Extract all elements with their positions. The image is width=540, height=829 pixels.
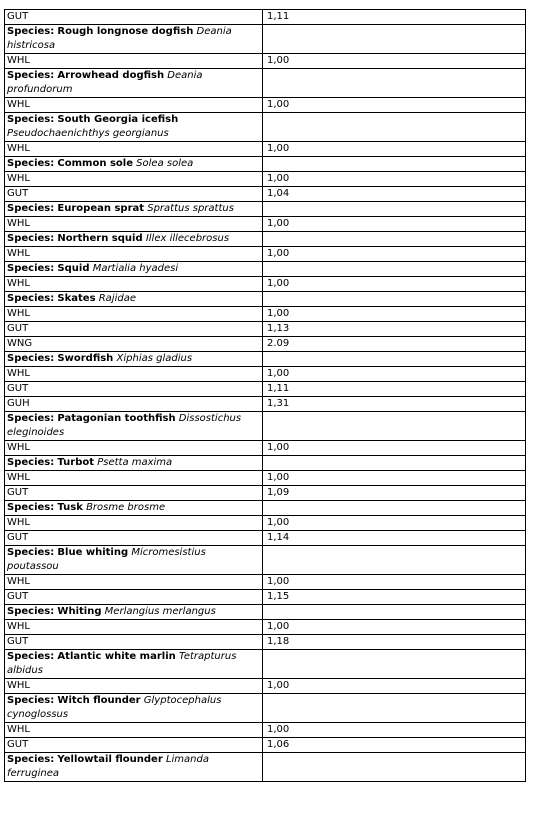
- table-row: [5, 247, 526, 262]
- species-common-name: Atlantic white marlin: [57, 651, 176, 662]
- species-cell: [5, 753, 263, 782]
- conversion-factor-cell: 1,00: [263, 277, 526, 292]
- species-label: Species:: [7, 114, 55, 125]
- species-label: Species:: [7, 263, 55, 274]
- presentation-code-cell: GUT: [5, 187, 263, 202]
- table-row: [5, 575, 526, 590]
- empty-cell: [263, 262, 526, 277]
- conversion-factor-cell: 2.09: [263, 337, 526, 352]
- empty-cell: [263, 292, 526, 307]
- species-common-name: Northern squid: [57, 233, 143, 244]
- species-label: Species:: [7, 233, 55, 244]
- conversion-factor-cell: 1,00: [263, 307, 526, 322]
- species-scientific-name: Micromesistius poutassou: [7, 547, 206, 572]
- presentation-code-cell: WNG: [5, 337, 263, 352]
- species-scientific-name: Martialia hyadesi: [92, 263, 179, 274]
- presentation-code-cell: GUT: [5, 590, 263, 605]
- presentation-code-cell: GUH: [5, 397, 263, 412]
- conversion-factor-cell: 1,11: [263, 382, 526, 397]
- conversion-factor-cell: 1,00: [263, 723, 526, 738]
- conversion-factor-cell: 1,00: [263, 217, 526, 232]
- presentation-code-cell: WHL: [5, 98, 263, 113]
- species-label: Species:: [7, 413, 55, 424]
- presentation-code-cell: WHL: [5, 620, 263, 635]
- species-label: Species:: [7, 457, 55, 468]
- species-label: Species:: [7, 695, 55, 706]
- species-cell: [5, 501, 263, 516]
- conversion-factor-cell: 1,11: [263, 10, 526, 25]
- species-label: Species:: [7, 606, 55, 617]
- table-row: [5, 441, 526, 456]
- species-scientific-name: Tetrapturus albidus: [7, 651, 237, 676]
- presentation-code-cell: WHL: [5, 247, 263, 262]
- presentation-code-cell: GUT: [5, 486, 263, 501]
- species-label: Species:: [7, 158, 55, 169]
- empty-cell: [263, 546, 526, 575]
- species-common-name: Yellowtail flounder: [57, 754, 163, 765]
- species-scientific-name: Dissostichus eleginoides: [7, 413, 242, 438]
- conversion-factor-cell: 1,00: [263, 575, 526, 590]
- conversion-factor-cell: 1,00: [263, 679, 526, 694]
- presentation-code-cell: WHL: [5, 575, 263, 590]
- table-row: [5, 723, 526, 738]
- species-row: [5, 546, 526, 575]
- presentation-code-cell: GUT: [5, 382, 263, 397]
- species-row: [5, 113, 526, 142]
- species-cell: [5, 605, 263, 620]
- species-row: [5, 202, 526, 217]
- species-common-name: South Georgia icefish: [57, 114, 179, 125]
- conversion-factor-cell: 1,00: [263, 142, 526, 157]
- presentation-code-cell: GUT: [5, 635, 263, 650]
- presentation-code-cell: WHL: [5, 54, 263, 69]
- species-label: Species:: [7, 293, 55, 304]
- conversion-factor-cell: 1,00: [263, 516, 526, 531]
- empty-cell: [263, 753, 526, 782]
- species-cell: [5, 412, 263, 441]
- species-cell: [5, 25, 263, 54]
- presentation-code-cell: WHL: [5, 441, 263, 456]
- empty-cell: [263, 412, 526, 441]
- table-row: [5, 620, 526, 635]
- species-common-name: Whiting: [57, 606, 102, 617]
- species-common-name: Tusk: [57, 502, 83, 513]
- empty-cell: [263, 157, 526, 172]
- table-row: [5, 471, 526, 486]
- species-cell: [5, 352, 263, 367]
- table-row: [5, 187, 526, 202]
- species-cell: [5, 262, 263, 277]
- presentation-code-cell: GUT: [5, 322, 263, 337]
- species-row: [5, 456, 526, 471]
- empty-cell: [263, 69, 526, 98]
- table-row: [5, 10, 526, 25]
- presentation-code-cell: WHL: [5, 471, 263, 486]
- species-label: Species:: [7, 502, 55, 513]
- conversion-factor-cell: 1,00: [263, 441, 526, 456]
- table-row: [5, 277, 526, 292]
- species-common-name: Squid: [57, 263, 90, 274]
- species-row: [5, 157, 526, 172]
- table-row: [5, 307, 526, 322]
- species-scientific-name: Merlangius merlangus: [104, 606, 216, 617]
- presentation-code-cell: GUT: [5, 10, 263, 25]
- conversion-factor-cell: 1,00: [263, 247, 526, 262]
- table-row: [5, 337, 526, 352]
- species-label: Species:: [7, 26, 55, 37]
- species-label: Species:: [7, 353, 55, 364]
- species-common-name: Common sole: [57, 158, 133, 169]
- conversion-factor-cell: 1,06: [263, 738, 526, 753]
- presentation-code-cell: WHL: [5, 723, 263, 738]
- species-label: Species:: [7, 203, 55, 214]
- table-row: [5, 54, 526, 69]
- conversion-factor-cell: 1,13: [263, 322, 526, 337]
- species-cell: [5, 292, 263, 307]
- species-label: Species:: [7, 70, 55, 81]
- conversion-factor-cell: 1,31: [263, 397, 526, 412]
- conversion-factor-cell: 1,00: [263, 367, 526, 382]
- conversion-factor-cell: 1,00: [263, 620, 526, 635]
- empty-cell: [263, 202, 526, 217]
- species-common-name: European sprat: [57, 203, 145, 214]
- table-row: [5, 142, 526, 157]
- conversion-factor-cell: 1,00: [263, 172, 526, 187]
- species-row: [5, 650, 526, 679]
- species-label: Species:: [7, 651, 55, 662]
- conversion-factor-cell: 1,14: [263, 531, 526, 546]
- species-row: [5, 501, 526, 516]
- presentation-code-cell: WHL: [5, 172, 263, 187]
- species-row: [5, 412, 526, 441]
- table-row: [5, 679, 526, 694]
- species-label: Species:: [7, 547, 55, 558]
- empty-cell: [263, 25, 526, 54]
- species-common-name: Blue whiting: [57, 547, 129, 558]
- table-row: [5, 738, 526, 753]
- conversion-factor-cell: 1,00: [263, 471, 526, 486]
- presentation-code-cell: WHL: [5, 217, 263, 232]
- species-scientific-name: Sprattus sprattus: [147, 203, 234, 214]
- table-row: [5, 98, 526, 113]
- conversion-factor-table: [4, 9, 526, 782]
- species-row: [5, 25, 526, 54]
- species-common-name: Swordfish: [57, 353, 114, 364]
- empty-cell: [263, 650, 526, 679]
- empty-cell: [263, 232, 526, 247]
- presentation-code-cell: WHL: [5, 679, 263, 694]
- species-cell: [5, 546, 263, 575]
- table-body: [5, 10, 526, 782]
- species-cell: [5, 694, 263, 723]
- species-label: Species:: [7, 754, 55, 765]
- species-scientific-name: Illex illecebrosus: [145, 233, 230, 244]
- conversion-factor-cell: 1,00: [263, 98, 526, 113]
- conversion-factor-cell: 1,00: [263, 54, 526, 69]
- table-row: [5, 382, 526, 397]
- presentation-code-cell: WHL: [5, 277, 263, 292]
- species-cell: [5, 202, 263, 217]
- presentation-code-cell: WHL: [5, 307, 263, 322]
- species-common-name: Patagonian toothfish: [57, 413, 176, 424]
- species-common-name: Witch flounder: [57, 695, 141, 706]
- species-cell: [5, 157, 263, 172]
- table-row: [5, 172, 526, 187]
- species-row: [5, 605, 526, 620]
- empty-cell: [263, 501, 526, 516]
- table-row: [5, 322, 526, 337]
- species-cell: [5, 113, 263, 142]
- species-common-name: Rough longnose dogfish: [57, 26, 194, 37]
- species-cell: [5, 232, 263, 247]
- conversion-factor-cell: 1,15: [263, 590, 526, 605]
- presentation-code-cell: WHL: [5, 142, 263, 157]
- species-cell: [5, 456, 263, 471]
- conversion-factor-cell: 1,09: [263, 486, 526, 501]
- empty-cell: [263, 352, 526, 367]
- species-row: [5, 753, 526, 782]
- species-row: [5, 69, 526, 98]
- table-row: [5, 486, 526, 501]
- presentation-code-cell: GUT: [5, 531, 263, 546]
- table-row: [5, 367, 526, 382]
- presentation-code-cell: GUT: [5, 738, 263, 753]
- conversion-factor-cell: 1,04: [263, 187, 526, 202]
- species-row: [5, 262, 526, 277]
- species-cell: [5, 69, 263, 98]
- table-row: [5, 590, 526, 605]
- presentation-code-cell: WHL: [5, 367, 263, 382]
- empty-cell: [263, 605, 526, 620]
- table-row: [5, 217, 526, 232]
- species-common-name: Skates: [57, 293, 96, 304]
- species-scientific-name: Solea solea: [136, 158, 194, 169]
- species-common-name: Arrowhead dogfish: [57, 70, 165, 81]
- species-row: [5, 694, 526, 723]
- species-scientific-name: Rajidae: [98, 293, 136, 304]
- empty-cell: [263, 694, 526, 723]
- species-scientific-name: Glyptocephalus cynoglossus: [7, 695, 222, 720]
- species-scientific-name: Xiphias gladius: [116, 353, 193, 364]
- species-row: [5, 352, 526, 367]
- species-scientific-name: Limanda ferruginea: [7, 754, 209, 779]
- species-scientific-name: Psetta maxima: [97, 457, 173, 468]
- presentation-code-cell: WHL: [5, 516, 263, 531]
- species-scientific-name: Pseudochaenichthys georgianus: [7, 128, 169, 139]
- table-row: [5, 531, 526, 546]
- species-row: [5, 292, 526, 307]
- species-row: [5, 232, 526, 247]
- species-cell: [5, 650, 263, 679]
- table-row: [5, 397, 526, 412]
- table-row: [5, 635, 526, 650]
- species-scientific-name: Deania histricosa: [7, 26, 232, 51]
- species-scientific-name: Brosme brosme: [86, 502, 166, 513]
- table-row: [5, 516, 526, 531]
- species-scientific-name: Deania profundorum: [7, 70, 203, 95]
- conversion-factor-cell: 1,18: [263, 635, 526, 650]
- empty-cell: [263, 113, 526, 142]
- species-common-name: Turbot: [57, 457, 95, 468]
- empty-cell: [263, 456, 526, 471]
